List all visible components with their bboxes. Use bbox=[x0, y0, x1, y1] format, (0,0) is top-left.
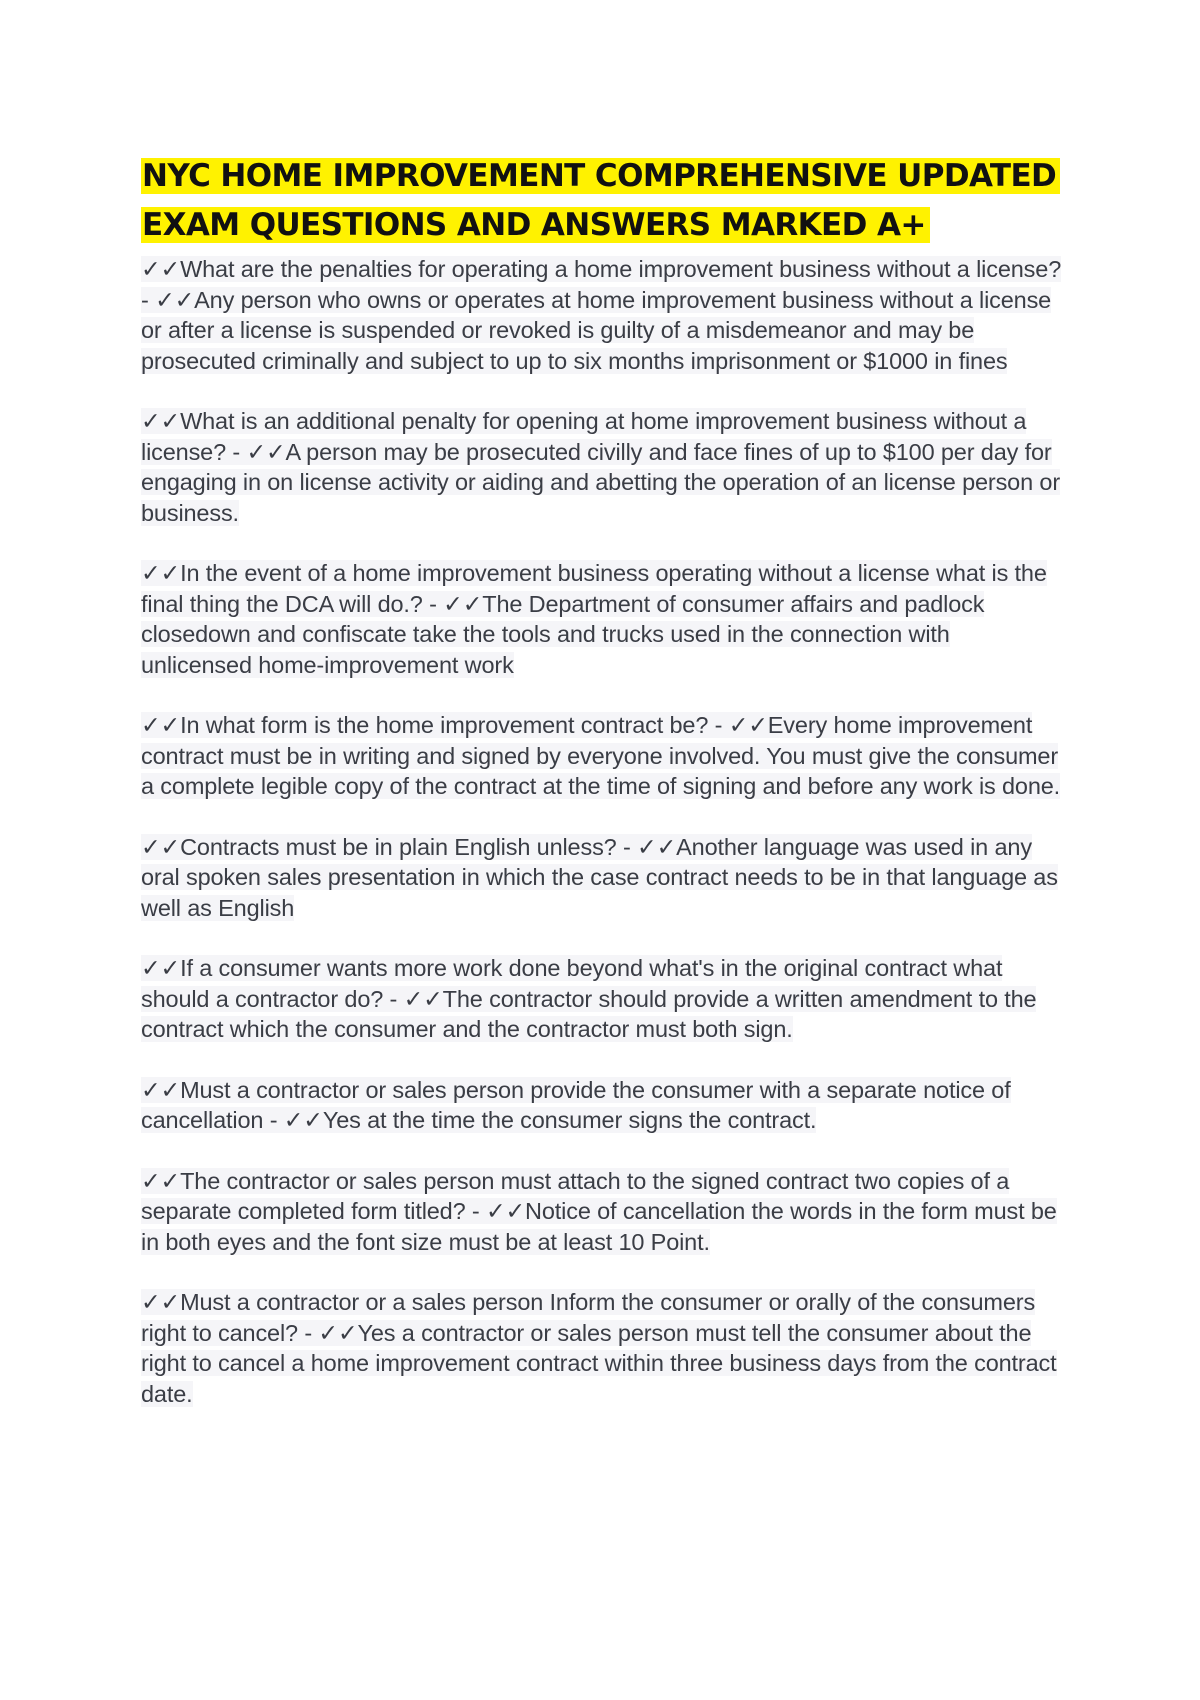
qa-question: ✓✓What are the penalties for operating a home improvement business without a license? bbox=[141, 256, 1062, 282]
qa-question: ✓✓If a consumer wants more work done beyond what's in the original contract what should a contractor do? bbox=[141, 955, 1003, 1012]
qa-question: ✓✓Contracts must be in plain English unless? bbox=[141, 833, 617, 860]
qa-item-8: ✓✓The contractor or sales person must attach to the signed contract two copies of a separate completed form titled? - ✓✓Notice of cancellation the words in the form must be in both eyes and the font size must be at least 10 Point. bbox=[141, 1167, 1057, 1255]
qa-item-1: ✓✓What are the penalties for operating a home improvement business without a license? - ✓✓Any person who owns or operates at home improvement business without a license or after a license is suspended or revoked is guilty of a misdemeanor and may be prosecuted criminally and subject to up to six months imprisonment or $1000 in fines bbox=[141, 256, 1062, 374]
qa-question: ✓✓Must a contractor or a sales person Inform the consumer or orally of the consumers right to cancel? bbox=[141, 1289, 1036, 1346]
qa-item-5: ✓✓Contracts must be in plain English unless? - ✓✓Another language was used in any oral spoken sales presentation in which the case contract needs to be in that language as well as English bbox=[141, 833, 1058, 921]
qa-item-3: ✓✓In the event of a home improvement business operating without a license what is the final thing the DCA will do.? - ✓✓The Department of consumer affairs and padlock closedown and confiscate take the tools and trucks used in the connection with unlicensed home-improvement work bbox=[141, 560, 1047, 678]
qa-answer: ✓✓A person may be prosecuted civilly and face fines of up to $100 per day for engaging in on license activity or aiding and abetting the operation of an license person or business. bbox=[141, 438, 1060, 526]
qa-answer: ✓✓Yes at the time the consumer signs the contract. bbox=[283, 1107, 817, 1133]
qa-item-2: ✓✓What is an additional penalty for opening at home improvement business without a license? - ✓✓A person may be prosecuted civilly and face fines of up to $100 per day for engaging in on license activity or aiding and abetting the operation of an license person or business. bbox=[141, 408, 1060, 526]
qa-question: ✓✓The contractor or sales person must attach to the signed contract two copies of a separate completed form titled? bbox=[141, 1167, 1010, 1224]
qa-answer: ✓✓Every home improvement contract must be in writing and signed by everyone involved. You must give the consumer a complete legible copy of the contract at the time of signing and before any work is done. bbox=[141, 712, 1061, 799]
qa-item-6: ✓✓If a consumer wants more work done beyond what's in the original contract what should a contractor do? - ✓✓The contractor should provide a written amendment to the contract which the consumer and the contractor must both sign. bbox=[141, 955, 1037, 1042]
qa-answer: ✓✓The Department of consumer affairs and padlock closedown and confiscate take the tools and trucks used in the connection with unlicensed home-improvement work bbox=[141, 590, 985, 678]
qa-answer: ✓✓Another language was used in any oral spoken sales presentation in which the case contract needs to be in that language as well as English bbox=[141, 833, 1058, 921]
qa-answer: ✓✓Yes a contractor or sales person must tell the consumer about the right to cancel a home improvement contract within three business days from the contract date. bbox=[141, 1319, 1057, 1407]
qa-item-4: ✓✓In what form is the home improvement contract be? - ✓✓Every home improvement contract must be in writing and signed by everyone involved. You must give the consumer a complete legible copy of the contract at the time of signing and before any work is done. bbox=[141, 712, 1061, 799]
document-content bbox=[141, 152, 1066, 1439]
qa-item-9: ✓✓Must a contractor or a sales person Inform the consumer or orally of the consumers right to cancel? - ✓✓Yes a contractor or sales person must tell the consumer about the right to cancel a home improvement contract within three business days from the contract date. bbox=[141, 1289, 1057, 1407]
qa-question: ✓✓What is an additional penalty for opening at home improvement business without a license? bbox=[141, 408, 1027, 465]
qa-answer: ✓✓The contractor should provide a written amendment to the contract which the consumer and the contractor must both sign. bbox=[141, 985, 1037, 1042]
qa-answer: ✓✓Any person who owns or operates at home improvement business without a license or after a license is suspended or revoked is guilty of a misdemeanor and may be prosecuted criminally and subject to up to six months imprisonment or $1000 in fines bbox=[141, 286, 1052, 374]
qa-question: ✓✓In the event of a home improvement business operating without a license what is the final thing the DCA will do.? bbox=[141, 560, 1047, 617]
qa-question: ✓✓Must a contractor or sales person provide the consumer with a separate notice of cancellation bbox=[141, 1076, 1011, 1133]
qa-item-7: ✓✓Must a contractor or sales person provide the consumer with a separate notice of cancellation - ✓✓Yes at the time the consumer signs the contract. bbox=[141, 1076, 1011, 1133]
document-title-text: NYC HOME IMPROVEMENT COMPREHENSIVE UPDATED EXAM QUESTIONS AND ANSWERS MARKED A+ bbox=[141, 158, 1060, 243]
qa-answer: ✓✓Notice of cancellation the words in the form must be in both eyes and the font size must be at least 10 Point. bbox=[141, 1198, 1057, 1255]
document-title bbox=[141, 152, 1066, 250]
qa-question: ✓✓In what form is the home improvement contract be? bbox=[141, 712, 709, 738]
